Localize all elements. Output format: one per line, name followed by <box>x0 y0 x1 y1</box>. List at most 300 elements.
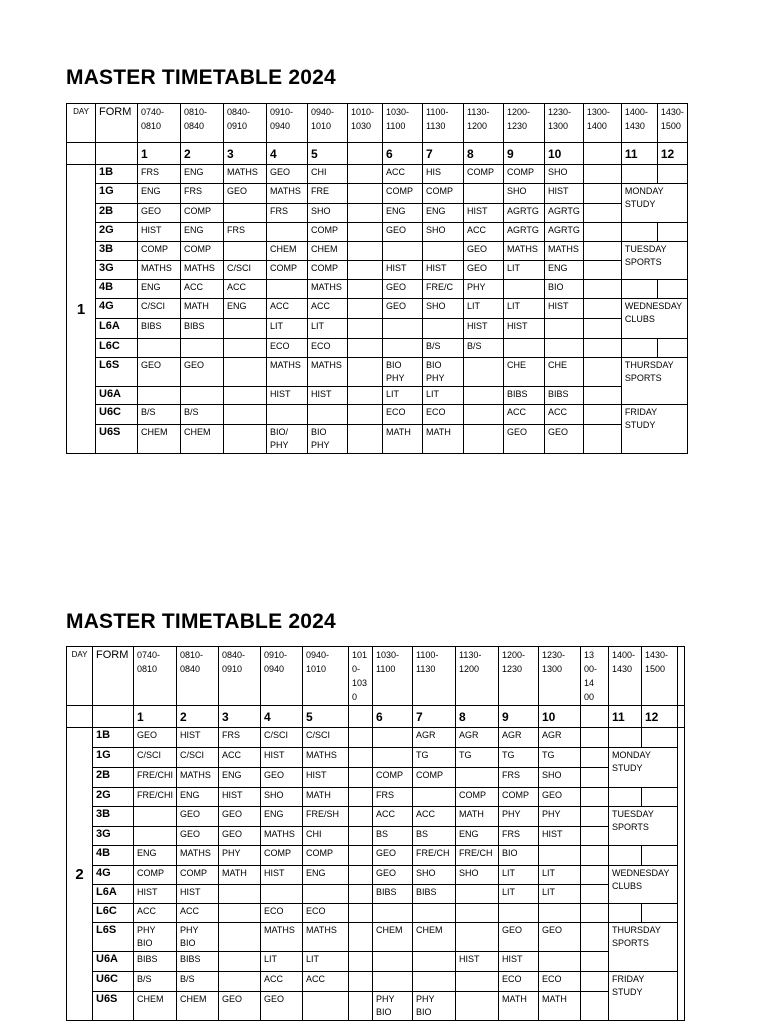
table-row <box>67 768 685 788</box>
lesson-cell: HIST <box>303 768 349 788</box>
lunch-cell <box>581 788 609 807</box>
time-slot-header: 1030- 1100 <box>383 104 423 143</box>
break-cell <box>349 972 373 992</box>
lesson-cell: GEO <box>373 846 413 866</box>
lunch-cell <box>583 299 621 319</box>
lesson-cell <box>373 904 413 923</box>
lesson-cell <box>134 827 177 846</box>
lesson-cell: MATHS <box>303 748 349 768</box>
lesson-cell: ENG <box>456 827 499 846</box>
afternoon-blank <box>609 846 642 866</box>
lesson-cell: COMP <box>134 866 177 885</box>
lesson-cell: B/S <box>181 405 224 425</box>
table-row <box>67 952 685 972</box>
time-slot-header: 1430- 1500 <box>642 647 678 706</box>
period-number: 7 <box>423 143 464 165</box>
lesson-cell: PHY BIO <box>134 923 177 952</box>
lesson-cell: FRE <box>308 184 348 204</box>
lesson-cell: PHY BIO <box>413 992 456 1021</box>
table-row <box>67 387 688 405</box>
lesson-cell: MATH <box>423 425 464 454</box>
form-label: L6A <box>93 885 134 904</box>
lesson-cell: B/S <box>423 339 464 358</box>
form-label: U6C <box>93 972 134 992</box>
lesson-cell: MATHS <box>308 358 348 387</box>
period-number <box>583 143 621 165</box>
table-row <box>67 261 688 280</box>
blank-cell <box>93 706 134 728</box>
lesson-cell: ENG <box>181 165 224 184</box>
afternoon-blank <box>621 280 657 299</box>
lunch-cell <box>581 807 609 827</box>
lesson-cell: GEO <box>539 923 581 952</box>
break-cell <box>349 992 373 1021</box>
afternoon-activity: MONDAY STUDY <box>621 184 687 223</box>
break-cell <box>348 223 383 242</box>
lesson-cell: BS <box>373 827 413 846</box>
form-label: 2B <box>96 204 138 223</box>
lesson-cell: FRS <box>267 204 308 223</box>
lesson-cell <box>413 952 456 972</box>
lesson-cell: COMP <box>138 242 181 261</box>
break-cell <box>349 904 373 923</box>
lesson-cell: MATH <box>219 866 261 885</box>
lesson-cell: TG <box>539 748 581 768</box>
lesson-cell: MATHS <box>261 827 303 846</box>
lesson-cell <box>224 339 267 358</box>
time-slot-header: 0810- 0840 <box>181 104 224 143</box>
break-cell <box>349 952 373 972</box>
lesson-cell: HIST <box>539 827 581 846</box>
afternoon-blank <box>642 904 678 923</box>
form-label: L6C <box>93 904 134 923</box>
period-number: 4 <box>267 143 308 165</box>
lesson-cell: FRE/SH <box>303 807 349 827</box>
period-number: 8 <box>464 143 504 165</box>
lesson-cell <box>456 923 499 952</box>
form-label: 4B <box>93 846 134 866</box>
form-label: 1B <box>93 728 134 748</box>
lesson-cell: B/S <box>177 972 219 992</box>
lesson-cell <box>383 339 423 358</box>
lesson-cell <box>267 223 308 242</box>
lesson-cell: COMP <box>303 846 349 866</box>
lesson-cell: C/SCI <box>177 748 219 768</box>
afternoon-activity: FRIDAY STUDY <box>621 405 687 454</box>
time-slot-header: 101 0- 103 0 <box>349 647 373 706</box>
lesson-cell: HIST <box>545 299 584 319</box>
lesson-cell <box>224 242 267 261</box>
lesson-cell <box>219 885 261 904</box>
lesson-cell: MATHS <box>138 261 181 280</box>
lesson-cell: PHY <box>464 280 504 299</box>
lesson-cell: LIT <box>539 866 581 885</box>
lunch-cell <box>581 952 609 972</box>
break-cell <box>348 242 383 261</box>
lesson-cell: ACC <box>413 807 456 827</box>
lesson-cell <box>413 972 456 992</box>
timetable-grid <box>66 103 688 454</box>
lesson-cell: SHO <box>539 768 581 788</box>
time-slot-header: 0740- 0810 <box>134 647 177 706</box>
form-label: 3G <box>93 827 134 846</box>
lesson-cell: GEO <box>261 768 303 788</box>
lesson-cell: LIT <box>504 299 545 319</box>
lesson-cell: MATHS <box>267 184 308 204</box>
day-header: DAY <box>67 647 93 706</box>
lesson-cell: ACC <box>373 807 413 827</box>
lunch-cell <box>581 748 609 768</box>
lunch-cell <box>583 184 621 204</box>
time-slot-header: 1010- 1030 <box>348 104 383 143</box>
lesson-cell: ENG <box>423 204 464 223</box>
lesson-cell: CHEM <box>413 923 456 952</box>
lesson-cell: LIT <box>504 261 545 280</box>
afternoon-blank <box>642 846 678 866</box>
lesson-cell: LIT <box>261 952 303 972</box>
lesson-cell <box>219 952 261 972</box>
lesson-cell: MATHS <box>181 261 224 280</box>
lesson-cell: ENG <box>383 204 423 223</box>
lesson-cell: HIST <box>423 261 464 280</box>
period-number <box>349 706 373 728</box>
lunch-cell <box>581 992 609 1021</box>
lesson-cell <box>545 339 584 358</box>
form-label: 3B <box>96 242 138 261</box>
lesson-cell: ECO <box>261 904 303 923</box>
lesson-cell: GEO <box>504 425 545 454</box>
lesson-cell: GEO <box>373 866 413 885</box>
lesson-cell <box>499 904 539 923</box>
lesson-cell: LIT <box>303 952 349 972</box>
lesson-cell: C/SCI <box>303 728 349 748</box>
table-row <box>67 885 685 904</box>
lesson-cell: COMP <box>383 184 423 204</box>
lesson-cell: MATHS <box>303 923 349 952</box>
form-label: L6C <box>96 339 138 358</box>
time-slot-header: 1100- 1130 <box>423 104 464 143</box>
lesson-cell: ENG <box>303 866 349 885</box>
lunch-cell <box>581 846 609 866</box>
lesson-cell: PHY <box>219 846 261 866</box>
lesson-cell <box>423 242 464 261</box>
lesson-cell: GEO <box>177 827 219 846</box>
time-slot-header: 1300- 1400 <box>583 104 621 143</box>
lesson-cell: COMP <box>423 184 464 204</box>
lesson-cell: ENG <box>219 768 261 788</box>
break-cell <box>349 827 373 846</box>
lesson-cell: CHE <box>504 358 545 387</box>
table-row <box>67 319 688 339</box>
table-row <box>67 165 688 184</box>
time-slot-header: 1430- 1500 <box>657 104 687 143</box>
afternoon-blank <box>657 165 687 184</box>
lesson-cell: GEO <box>383 223 423 242</box>
lunch-cell <box>583 280 621 299</box>
lunch-cell <box>583 358 621 387</box>
table-row <box>67 242 688 261</box>
time-slot-header: 0840- 0910 <box>219 647 261 706</box>
table-row <box>67 728 685 748</box>
lesson-cell: ENG <box>261 807 303 827</box>
afternoon-blank <box>657 280 687 299</box>
lesson-cell: PHY BIO <box>177 923 219 952</box>
lesson-cell: HIST <box>261 748 303 768</box>
time-slot-header: 1230- 1300 <box>539 647 581 706</box>
afternoon-blank <box>609 788 642 807</box>
time-slot-header: 1100- 1130 <box>413 647 456 706</box>
break-cell <box>348 387 383 405</box>
lunch-cell <box>581 923 609 952</box>
lesson-cell: BIO/ PHY <box>267 425 308 454</box>
lesson-cell <box>224 425 267 454</box>
lesson-cell: COMP <box>261 846 303 866</box>
lesson-cell: BIO <box>499 846 539 866</box>
lesson-cell <box>504 339 545 358</box>
lesson-cell <box>134 807 177 827</box>
lesson-cell <box>464 425 504 454</box>
lesson-cell: GEO <box>464 242 504 261</box>
lesson-cell <box>539 904 581 923</box>
lesson-cell: GEO <box>464 261 504 280</box>
form-label: 2G <box>93 788 134 807</box>
lesson-cell: ENG <box>224 299 267 319</box>
lesson-cell: GEO <box>539 788 581 807</box>
time-slot-header: 0910- 0940 <box>261 647 303 706</box>
lesson-cell <box>219 923 261 952</box>
lesson-cell: LIT <box>423 387 464 405</box>
period-number: 2 <box>181 143 224 165</box>
lesson-cell: CHEM <box>308 242 348 261</box>
form-label: 4G <box>96 299 138 319</box>
lesson-cell <box>413 788 456 807</box>
lesson-cell: COMP <box>308 223 348 242</box>
period-number: 1 <box>138 143 181 165</box>
break-cell <box>348 204 383 223</box>
lesson-cell <box>224 387 267 405</box>
time-slot-header: 0940- 1010 <box>308 104 348 143</box>
time-slot-header: 13 00- 14 00 <box>581 647 609 706</box>
period-number: 12 <box>657 143 687 165</box>
time-slot-header: 1130- 1200 <box>456 647 499 706</box>
form-label: 3B <box>93 807 134 827</box>
time-slot-header: 1400- 1430 <box>609 647 642 706</box>
lesson-cell: CHEM <box>134 992 177 1021</box>
lesson-cell <box>308 405 348 425</box>
time-slot-header: 0840- 0910 <box>224 104 267 143</box>
lesson-cell: GEO <box>134 728 177 748</box>
period-number <box>348 143 383 165</box>
table-row <box>67 280 688 299</box>
lesson-cell: MATH <box>539 992 581 1021</box>
time-slot-header: 1200- 1230 <box>499 647 539 706</box>
form-label: L6A <box>96 319 138 339</box>
lesson-cell: AGRTG <box>545 223 584 242</box>
lesson-cell: AGR <box>413 728 456 748</box>
lesson-cell: CHEM <box>267 242 308 261</box>
blank-cell <box>96 143 138 165</box>
break-cell <box>348 339 383 358</box>
break-cell <box>348 184 383 204</box>
lesson-cell: COMP <box>181 242 224 261</box>
lesson-cell: MATHS <box>267 358 308 387</box>
lunch-cell <box>581 768 609 788</box>
lesson-cell: SHO <box>504 184 545 204</box>
time-slot-header: 1200- 1230 <box>504 104 545 143</box>
lesson-cell: MATH <box>456 807 499 827</box>
period-number: 6 <box>373 706 413 728</box>
form-label: 4G <box>93 866 134 885</box>
lesson-cell: ACC <box>464 223 504 242</box>
lesson-cell: SHO <box>423 299 464 319</box>
lesson-cell <box>373 952 413 972</box>
lesson-cell <box>224 319 267 339</box>
lesson-cell: MATH <box>383 425 423 454</box>
afternoon-blank <box>642 788 678 807</box>
lesson-cell <box>383 242 423 261</box>
lesson-cell: SHO <box>456 866 499 885</box>
break-cell <box>349 923 373 952</box>
lesson-cell: AGR <box>539 728 581 748</box>
lesson-cell <box>423 319 464 339</box>
lesson-cell: GEO <box>261 992 303 1021</box>
afternoon-blank <box>609 728 642 748</box>
afternoon-blank <box>609 904 642 923</box>
period-number: 12 <box>642 706 678 728</box>
period-number: 4 <box>261 706 303 728</box>
lesson-cell: HIST <box>177 885 219 904</box>
lesson-cell <box>224 405 267 425</box>
lesson-cell <box>413 904 456 923</box>
table-row <box>67 866 685 885</box>
table-row <box>67 184 688 204</box>
table-row <box>67 846 685 866</box>
lunch-cell <box>583 339 621 358</box>
lesson-cell: GEO <box>267 165 308 184</box>
lesson-cell: BIO PHY <box>423 358 464 387</box>
afternoon-blank <box>621 223 657 242</box>
lesson-cell: ECO <box>499 972 539 992</box>
break-cell <box>348 280 383 299</box>
form-header: FORM <box>93 647 134 706</box>
lesson-cell: C/SCI <box>261 728 303 748</box>
form-label: 1G <box>96 184 138 204</box>
lesson-cell: BIBS <box>545 387 584 405</box>
lesson-cell <box>181 339 224 358</box>
lesson-cell: SHO <box>545 165 584 184</box>
lesson-cell: HIST <box>456 952 499 972</box>
afternoon-blank <box>657 339 687 358</box>
lesson-cell <box>261 885 303 904</box>
lesson-cell: AGRTG <box>545 204 584 223</box>
lesson-cell: ACC <box>219 748 261 768</box>
break-cell <box>349 866 373 885</box>
lesson-cell <box>181 387 224 405</box>
lesson-cell: BIBS <box>177 952 219 972</box>
afternoon-activity: TUESDAY SPORTS <box>621 242 687 280</box>
lesson-cell: AGRTG <box>504 223 545 242</box>
lesson-cell: BIBS <box>504 387 545 405</box>
table-row <box>67 425 688 454</box>
lesson-cell: TG <box>413 748 456 768</box>
lesson-cell: ENG <box>177 788 219 807</box>
lesson-cell <box>504 280 545 299</box>
lesson-cell: SHO <box>423 223 464 242</box>
lesson-cell: ACC <box>303 972 349 992</box>
form-label: L6S <box>93 923 134 952</box>
lesson-cell: SHO <box>308 204 348 223</box>
lesson-cell: ACC <box>177 904 219 923</box>
lesson-cell: B/S <box>134 972 177 992</box>
lunch-cell <box>581 728 609 748</box>
lesson-cell <box>464 405 504 425</box>
lesson-cell: COMP <box>464 165 504 184</box>
time-slot-header: 1130- 1200 <box>464 104 504 143</box>
day-header: DAY <box>67 104 96 143</box>
form-label: U6S <box>93 992 134 1021</box>
day-number: 1 <box>67 165 96 454</box>
lesson-cell <box>224 204 267 223</box>
lesson-cell: COMP <box>373 768 413 788</box>
lesson-cell: BIO PHY <box>383 358 423 387</box>
break-cell <box>349 768 373 788</box>
lesson-cell <box>539 846 581 866</box>
lesson-cell: HIST <box>504 319 545 339</box>
period-number: 10 <box>539 706 581 728</box>
period-number: 3 <box>224 143 267 165</box>
lesson-cell <box>138 387 181 405</box>
lesson-cell: ACC <box>181 280 224 299</box>
form-label: U6S <box>96 425 138 454</box>
lesson-cell: CHI <box>308 165 348 184</box>
break-cell <box>349 846 373 866</box>
lesson-cell: GEO <box>224 184 267 204</box>
lesson-cell: GEO <box>383 299 423 319</box>
lesson-cell: ENG <box>545 261 584 280</box>
lesson-cell <box>539 952 581 972</box>
lesson-cell: BIBS <box>413 885 456 904</box>
lesson-cell: ECO <box>423 405 464 425</box>
lesson-cell <box>373 748 413 768</box>
table-row <box>67 358 688 387</box>
time-slot-header: 1230- 1300 <box>545 104 584 143</box>
lesson-cell: HIST <box>138 223 181 242</box>
lesson-cell: GEO <box>181 358 224 387</box>
lunch-cell <box>581 972 609 992</box>
lesson-cell: CHEM <box>181 425 224 454</box>
lesson-cell: ACC <box>504 405 545 425</box>
period-number: 5 <box>303 706 349 728</box>
form-label: 3G <box>96 261 138 280</box>
break-cell <box>348 165 383 184</box>
lesson-cell: MATH <box>181 299 224 319</box>
lesson-cell: MATH <box>303 788 349 807</box>
lesson-cell: ECO <box>308 339 348 358</box>
lesson-cell: ENG <box>138 280 181 299</box>
lesson-cell: ACC <box>308 299 348 319</box>
lesson-cell: ACC <box>261 972 303 992</box>
period-number: 3 <box>219 706 261 728</box>
lesson-cell: SHO <box>413 866 456 885</box>
table-row <box>67 827 685 846</box>
lesson-cell: BIBS <box>134 952 177 972</box>
lesson-cell: B/S <box>464 339 504 358</box>
period-number <box>581 706 609 728</box>
lesson-cell: GEO <box>177 807 219 827</box>
form-label: 2B <box>93 768 134 788</box>
lesson-cell: MATH <box>499 992 539 1021</box>
lesson-cell: ECO <box>539 972 581 992</box>
